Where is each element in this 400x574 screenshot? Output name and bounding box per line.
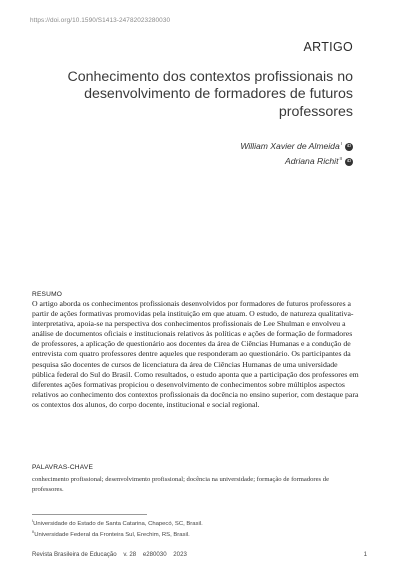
footnotes (32, 514, 362, 539)
doi-link[interactable]: https://doi.org/10.1590/S1413-24782023280030 (30, 17, 171, 24)
volume: v. 28 (123, 551, 137, 558)
page-number: 1 (363, 551, 367, 558)
author-affiliation-mark: II (339, 156, 342, 161)
orcid-icon[interactable]: iD (346, 158, 352, 164)
year: 2023 (173, 551, 187, 558)
abstract-text: O artigo aborda os conhecimentos profissionais desenvolvidos por formadores de futuros professores a partir de ações formativas promovidas pela instituição em que atuam. O estudo, de natureza qualitativa-interpretativa, apoia-se na perspectiva dos conhecimentos profissionais de Lee Shulman e envolveu a análise de documentos oficiais e institucionais relativos às políticas e ações de formação de formadores de professores, a aplicação de questionário aos docentes da área de Ciências Humanas e a condução de entrevista com quatro professores dentre aqueles que responderam ao questionário. Os participantes da pesquisa são docentes de cursos de licenciatura da área de Ciências Humanas de uma universidade pública federal do Sul do Brasil. Como resultados, o estudo aponta que a participação dos professores em diferentes ações formativas propiciou o desenvolvimento de conhecimentos sobre múltiplos aspectos relativos ao conhecimento dos contextos profissionais da docência no ensino superior, com destaque para os contextos dos alunos, do corpo docente, institucional e social regional. (32, 299, 359, 409)
footnote-mark: II (32, 528, 35, 534)
author-name: William Xavier de Almeida (240, 141, 340, 151)
footnote-text: Universidade do Estado de Santa Catarina, Chapecó, SC, Brasil. (33, 520, 203, 527)
footnote-2 (32, 528, 362, 539)
article-id: e280030 (142, 551, 167, 558)
footnote-mark: I (32, 518, 34, 523)
author-2 (240, 154, 353, 169)
journal-name: Revista Brasileira de Educação (32, 551, 117, 558)
keywords-text: conhecimento profissional; desenvolvimento profissional; docência na universidade; formação de formadores de professores. (32, 476, 329, 493)
orcid-icon[interactable]: iD (346, 143, 352, 149)
author-list (240, 139, 353, 169)
abstract-heading: RESUMO (32, 291, 63, 298)
author-affiliation-mark: I (340, 141, 342, 146)
section-label: ARTIGO (303, 40, 353, 54)
footnote-text: Universidade Federal da Fronteira Sul, Erechim, RS, Brasil. (34, 531, 190, 538)
footnote-1 (32, 517, 362, 528)
author-1 (240, 139, 353, 154)
page-footer (32, 551, 372, 558)
author-name: Adriana Richit (284, 156, 339, 166)
footnote-divider (32, 514, 147, 515)
article-title: Conhecimento dos contextos profissionais no desenvolvimento de formadores de futuros professores (67, 69, 353, 120)
keywords-heading: PALAVRAS-CHAVE (32, 464, 94, 471)
